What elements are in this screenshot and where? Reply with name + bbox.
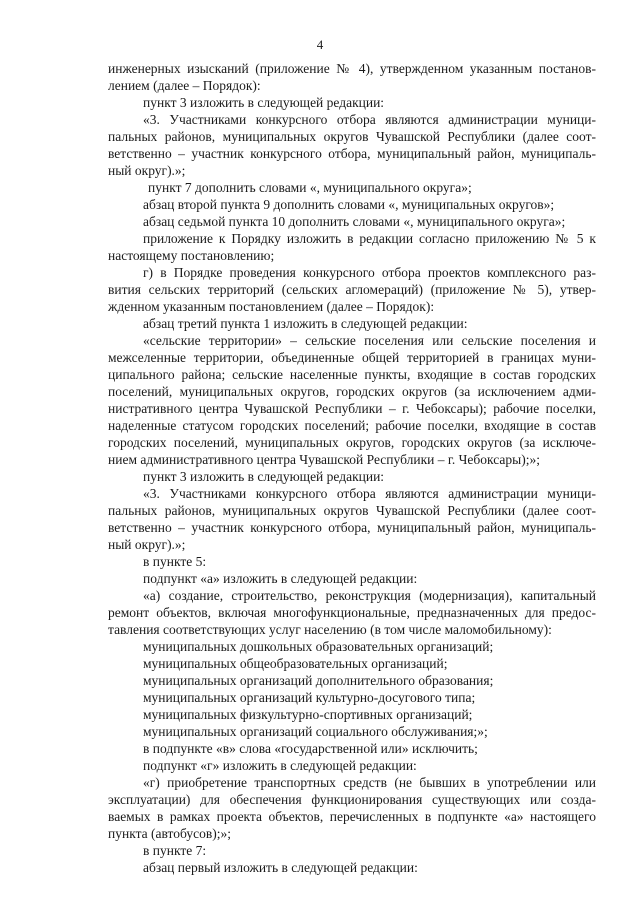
text-line: ваемых в рамках проекта объектов, перечисленных в подпункте «а» настоящего <box>108 809 596 824</box>
text-line: г) в Порядке проведения конкурсного отбора проектов комплексного раз- <box>143 265 596 280</box>
text-line: ципального района; сельские населенные пункты, входящие в состав городских <box>108 367 596 382</box>
text-line: абзац третий пункта 1 изложить в следующей редакции: <box>143 316 468 331</box>
text-line: муниципальных физкультурно-спортивных организаций; <box>143 707 473 722</box>
text-line: пункт 7 дополнить словами «, муниципального округа»; <box>148 180 472 195</box>
document-body <box>108 60 596 876</box>
text-line: ветственно – участник конкурсного отбора, муниципальный район, муниципаль- <box>108 146 596 161</box>
text-line: «3. Участниками конкурсного отбора являются администрации муници- <box>143 112 596 127</box>
text-line: муниципальных организаций культурно-досугового типа; <box>143 690 476 705</box>
text-line: ветственно – участник конкурсного отбора, муниципальный район, муниципаль- <box>108 520 596 535</box>
text-line: подпункт «г» изложить в следующей редакции: <box>143 758 417 773</box>
text-line: поселений, муниципальных округов, городских округов (за исключением адми- <box>108 384 596 399</box>
text-line: пункт 3 изложить в следующей редакции: <box>143 95 385 110</box>
text-line: межселенные территории, объединенные общей территорией в границах муни- <box>108 350 596 365</box>
text-line: нистративного центра Чувашской Республики – г. Чебоксары); рабочие поселки, <box>108 401 596 416</box>
text-line: «а) создание, строительство, реконструкция (модернизация), капитальный <box>143 588 596 603</box>
text-line: «3. Участниками конкурсного отбора являются администрации муници- <box>143 486 596 501</box>
text-line: муниципальных организаций дополнительного образования; <box>143 673 494 688</box>
text-line: муниципальных общеобразовательных организаций; <box>143 656 448 671</box>
text-line: «сельские территории» – сельские поселения или сельские поселения и <box>143 333 596 348</box>
text-line: в подпункте «в» слова «государственной или» исключить; <box>143 741 478 756</box>
text-line: «г) приобретение транспортных средств (не бывших в употреблении или <box>143 775 596 790</box>
text-line: в пункте 5: <box>143 554 207 569</box>
text-line: инженерных изысканий (приложение № 4), утвержденном указанным постанов- <box>108 61 596 76</box>
text-line: тавления соответствующих услуг населению (в том числе маломобильному): <box>108 622 552 637</box>
text-line: муниципальных дошкольных образовательных организаций; <box>143 639 494 654</box>
text-line: абзац первый изложить в следующей редакции: <box>143 860 418 875</box>
text-line: нием административного центра Чувашской Республики – г. Чебоксары);»; <box>108 452 540 467</box>
text-line: в пункте 7: <box>143 843 207 858</box>
text-line: ный округ).»; <box>108 537 186 552</box>
text-line: лением (далее – Порядок): <box>108 78 261 93</box>
text-line: городских поселений, муниципальных округов, городских округов (за исключе- <box>108 435 596 450</box>
text-line: настоящему постановлению; <box>108 248 275 263</box>
text-line: абзац второй пункта 9 дополнить словами «, муниципальных округов»; <box>143 197 555 212</box>
text-line: ремонт объектов, включая многофункциональные, предназначенных для предос- <box>108 605 596 620</box>
text-line: приложение к Порядку изложить в редакции согласно приложению № 5 к <box>143 231 596 246</box>
text-line: подпункт «а» изложить в следующей редакции: <box>143 571 418 586</box>
text-line: пункта (автобусов);»; <box>108 826 231 841</box>
page-number: 4 <box>316 37 324 52</box>
text-line: абзац седьмой пункта 10 дополнить словами «, муниципального округа»; <box>143 214 566 229</box>
text-line: наделенные статусом городских поселений; рабочие поселки, входящие в состав <box>108 418 596 433</box>
text-line: вития сельских территорий (сельских агломераций) (приложение № 5), утвер- <box>108 282 596 297</box>
text-line: пункт 3 изложить в следующей редакции: <box>143 469 385 484</box>
text-line: пальных районов, муниципальных округов Чувашской Республики (далее соот- <box>108 503 596 518</box>
text-line: ный округ).»; <box>108 163 186 178</box>
text-line: жденном указанным постановлением (далее – Порядок): <box>108 299 435 314</box>
text-line: муниципальных организаций социального обслуживания;»; <box>143 724 488 739</box>
text-line: эксплуатации) для обеспечения функционирования существующих или созда- <box>108 792 596 807</box>
text-line: пальных районов, муниципальных округов Чувашской Республики (далее соот- <box>108 129 596 144</box>
